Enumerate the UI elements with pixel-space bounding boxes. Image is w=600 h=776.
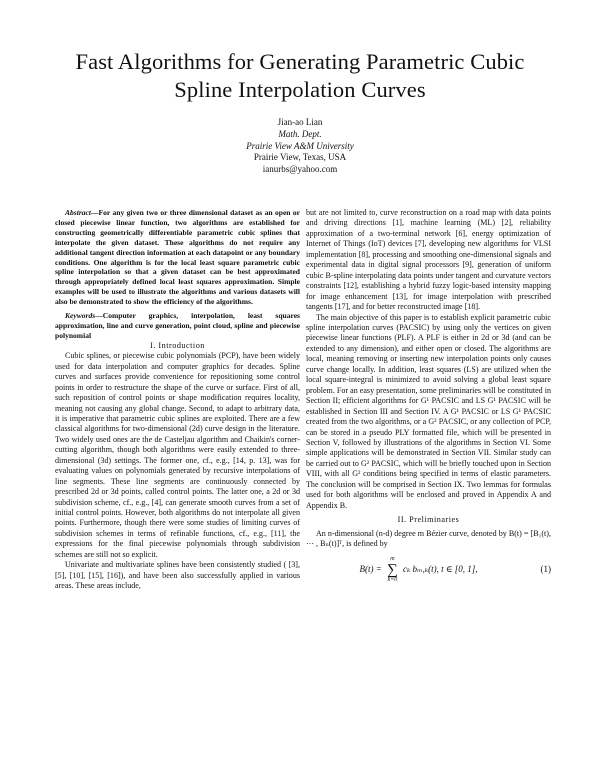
equation-lhs: B(t) =	[359, 563, 382, 574]
left-column	[55, 208, 300, 592]
sum-lower-limit: k=0	[387, 576, 398, 583]
intro-paragraph-2: Univariate and multivariate splines have been consistently studied ( [3], [5], [10], [15], [16]), and have been also successfully applied in various areas. These areas include,	[55, 560, 300, 591]
right-column	[306, 208, 551, 582]
keywords	[55, 311, 300, 341]
intro-paragraph-1: Cubic splines, or piecewise cubic polynomials (PCP), have been widely used for data interpolation and computer graphics for decades. Spline curves and surfaces provide convenience for repositioning some control points in order to restructure the shape of the curve or surface. First of all, such reposition of control points or shape modification requires locality, meaning not causing any global change. Second, to adapt to arbitrary data, it is imperative that parametric cubic splines are exploited. There are a few classical algorithms for two-dimensional (2d) curve design in the literature. Two widely used ones are the de Casteljau algorithm and Chaikin's corner-cutting algorithm, though both algorithms were easily extended to three-dimensional (3d) settings. The former one, cf., e.g., [14, p. 13], was for evaluating values on polynomials generated by recursive interpolations of line segments. These line segments are continuously connected by prescribed 2d or 3d points, called control points. The latter one, a 2d or 3d subdivision scheme, cf., e.g., [4], can generate smooth curves from a set of initial control points. However, both algorithms do not interpolate all given points. Furthermore, though there were some studies of limiting curves of subdivision schemes in terms of refinable functions, cf., e.g., [11], the expressions for the final piecewise polynomials through subdivision schemes are still not so explicit.	[55, 351, 300, 559]
title-line-2: Spline Interpolation Curves	[174, 77, 426, 102]
equation-1	[306, 555, 551, 583]
abstract	[55, 208, 300, 307]
author-email: ianurbs@yahoo.com	[262, 164, 338, 175]
sigma-symbol: ∑	[387, 561, 398, 578]
title-line-1: Fast Algorithms for Generating Parametric Cubic	[75, 49, 525, 74]
equation-body	[306, 556, 531, 584]
section-heading-introduction: I. Introduction	[150, 340, 205, 350]
author-location: Prairie View, Texas, USA	[253, 152, 347, 163]
keywords-lead: Keywords	[65, 311, 96, 321]
equation-rhs: cₖ bₘ,ₖ(t), t ∈ [0, 1],	[403, 563, 478, 574]
section-heading-preliminaries: II. Preliminaries	[397, 515, 460, 525]
applications-paragraph: but are not limited to, curve reconstruction on a road map with data points and driving directions [1], machine learning (ML) [2], reliability approximation of a two-terminal network [6], energy optimization of Internet of Things (IoT) devices [7], developing new algorithms for VLSI implementation [8], processing and smoothing one-dimensional signals and experimental data in digital signal processors [9], generation of uniform cubic B-spline interpolating data points under tangent and curvature vectors constraints [12], establishing a hybrid fuzzy logic-based intensity mapping for image enhancement [13], for image interpolation with prescribed tangents [17], and for better reconstructed image [18].	[306, 208, 551, 312]
paper-title	[40, 48, 560, 104]
abstract-body: —For any given two or three dimensional dataset as an open or closed piecewise linear function, two algorithms are established for constructing geometrically differentiable parametric cubic splines that interpolate the given dataset. These algorithms do not require any additional tangent direction information at each datapoint or any boundary conditions. One algorithm is for the local least square parametric cubic spline interpolation so that a given dataset can be best approximated through appropriately defined local least squares approximation. Simple examples will be used to illustrate the algorithms and various datasets will also be demonstrated to show the efficiency of the algorithms.	[55, 208, 300, 307]
abstract-lead: Abstract	[65, 208, 91, 217]
author-dept: Math. Dept.	[278, 128, 322, 139]
author-name: Jian-ao Lian	[277, 117, 323, 127]
summation-symbol	[387, 556, 398, 584]
author-block	[150, 117, 450, 176]
author-university: Prairie View A&M University	[246, 140, 354, 151]
sum-upper-limit: m	[390, 555, 395, 562]
preliminaries-paragraph: An n-dimensional (n-d) degree m Bézier curve, denoted by B(t) = [B₁(t), ⋯ , Bₙ(t)]ᵀ, is defined by	[306, 528, 551, 549]
keywords-body: —Computer graphics, interpolation, least squares approximation, line and curve generation, point cloud, spline and piecewise polynomial	[55, 311, 300, 340]
equation-number: (1)	[540, 564, 551, 575]
objective-paragraph: The main objective of this paper is to establish explicit parametric cubic spline interpolation curves (PACSIC) by using only the vertices on given piecewise linear functions (PLF). A PLF is either in 2d or 3d (and can be extended to any dimension), and either open or closed. The algorithms are local, meaning removing or inserting new interpolation points only causes curve change locally. In addition, least squares (LS) are utilized when the local square-integral is minimized to avoid solving a global least square problem. For an easy presentation, some preliminaries will be constituted in Section II; efficient algorithms for G¹ PACSIC and LS G¹ PACSIC will be established in Section III and Section IV. A G¹ PACSIC or LS G¹ PACSIC created from the two algorithms, or a G² PACSIC, or any collection of PCP, can be stored in a pseudo PLY formatted file, which will be presented in Section V, followed by illustrations of the algorithms in Section VI. Some simple applications will be demonstrated in Section VII. Similar study can be carried out to G² PACSIC, which will be briefly touched upon in Section VIII, with all G² conditions being specified in terms of elastic parameters. The conclusion will be comprised in Section IX. Two lemmas for formulas used for both algorithms will be enclosed and proved in Appendix A and Appendix B.	[306, 312, 551, 510]
